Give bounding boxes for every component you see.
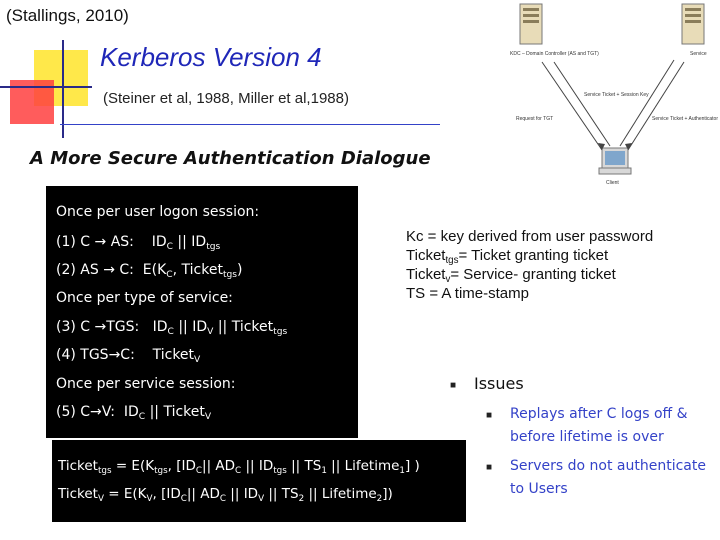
step-4: (4) TGS→C: Ticket$_V$ <box>56 347 201 365</box>
service-server-icon <box>682 4 704 44</box>
deco-horizontal-line <box>0 86 92 88</box>
issue-item-replays: Replays after C logs off & before lifetime is over <box>510 406 688 445</box>
ticket-tgs-definition: Ticket$_{tgs}$ = $E(K_{tgs}$, [$ID_C||$ $AD_C$ || $ID_{tgs}$ || $TS_1$ || Lifetime$_1$] ) <box>58 458 420 476</box>
legend-ticket-tgs: Ticket$_{tgs}$= Ticket granting ticket <box>406 247 609 266</box>
section-logon: Once per user logon session: <box>56 204 260 220</box>
title-underline <box>60 124 440 125</box>
ticket-v-definition: Ticket$_V$ = $E(K_V$, [$ID_C||$ $AD_C$ || $ID_V$ || $TS_2$ || Lifetime$_2$]) <box>58 486 393 504</box>
step-1: (1) C → AS: $ID_C$ || $ID_{tgs}$ <box>56 234 221 252</box>
issue-bullet-icon: ■ <box>486 410 493 421</box>
step-1-label: (1) C → AS: <box>56 234 134 250</box>
slide-title: Kerberos Version 4 <box>100 42 322 72</box>
service-label: Service <box>690 51 707 57</box>
legend-ticket-v: Ticket$_v$= Service- granting ticket <box>406 266 616 285</box>
step-3-label: (3) C →TGS: <box>56 319 140 335</box>
authenticator-label: Service Ticket + Authenticator <box>652 116 719 122</box>
legend-kc: Kc = key derived from user password <box>406 228 654 245</box>
step-4-label: (4) TGS→C: <box>56 347 135 363</box>
section-service-type: Once per type of service: <box>56 290 233 306</box>
issue-bullet-icon: ■ <box>486 462 493 473</box>
citation: (Stallings, 2010) <box>6 6 129 25</box>
kerberos-diagram <box>506 0 720 190</box>
issues-bullet-icon: ■ <box>450 380 457 391</box>
client-label: Client <box>606 180 619 186</box>
slide-subtitle: A More Secure Authentication Dialogue <box>30 148 431 169</box>
kdc-label: KDC – Domain Controller (AS and TGT) <box>510 51 599 57</box>
request-label: Request for TGT <box>516 116 554 122</box>
service-ticket-label: Service Ticket + Session Key <box>584 92 649 98</box>
step-3: (3) C →TGS: $ID_C$ || $ID_V$ || Ticket$_{tgs}$ <box>56 319 288 337</box>
step-2: (2) AS → C: $E(K_C$, Ticket$_{tgs}$) <box>56 262 243 280</box>
client-computer-icon <box>599 148 631 174</box>
step-5: (5) C→V: $ID_C$ || Ticket$_V$ <box>56 404 212 422</box>
tickets-box <box>52 440 466 522</box>
legend-box <box>398 220 694 316</box>
section-service-session: Once per service session: <box>56 376 236 392</box>
legend-ts: TS = A time-stamp <box>406 285 529 302</box>
issue-item-servers: Servers do not authenticate to Users <box>510 458 706 497</box>
dialogue-box <box>46 186 358 438</box>
kerberos-diagram-svg <box>506 0 720 190</box>
step-5-label: (5) C→V: <box>56 404 115 420</box>
kdc-server-icon <box>520 4 542 44</box>
slide-authors: (Steiner et al, 1988, Miller et al,1988) <box>103 90 349 107</box>
step-2-label: (2) AS → C: <box>56 262 134 278</box>
issues-heading: Issues <box>474 374 524 393</box>
